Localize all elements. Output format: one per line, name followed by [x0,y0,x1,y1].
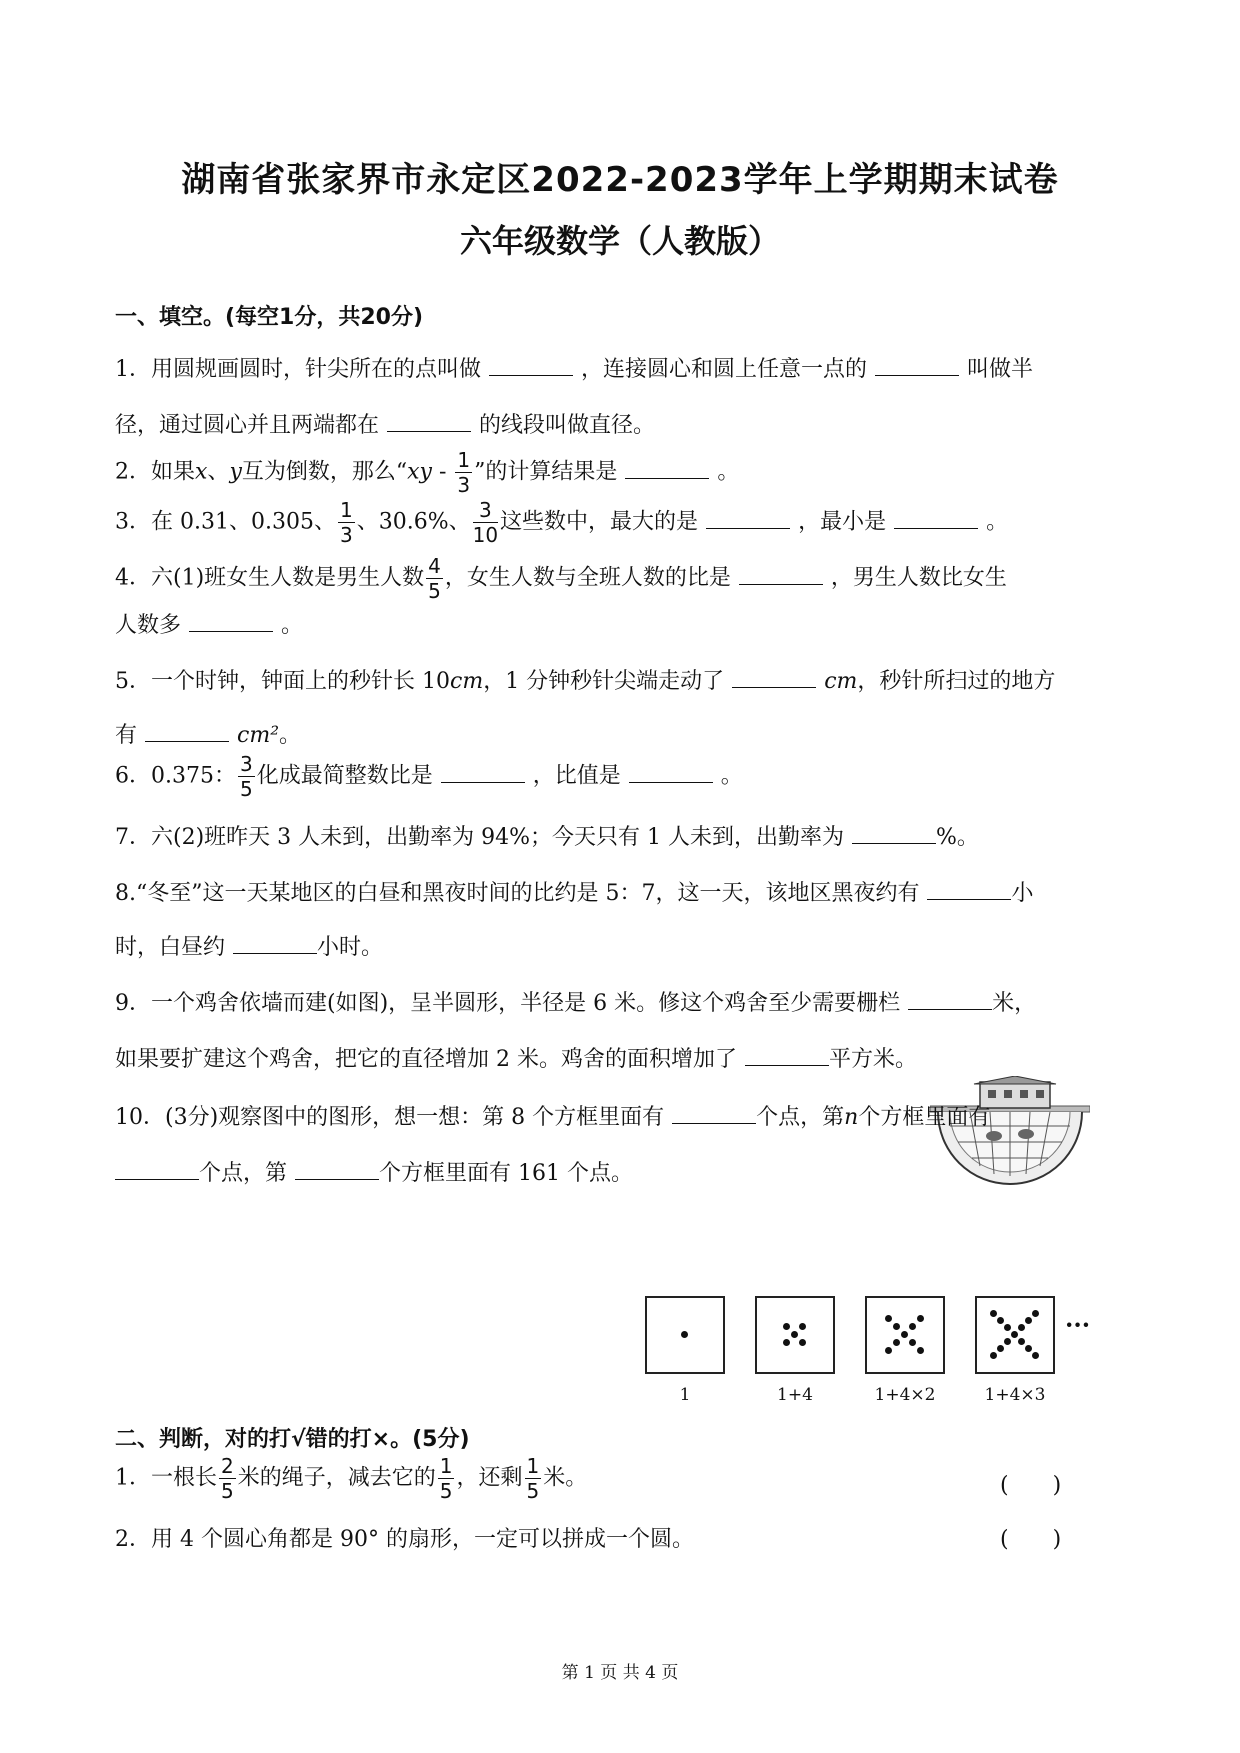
question-7: 7．六(2)班昨天 3 人未到，出勤率为 94%；今天只有 1 人未到，出勤率为 %。 [115,820,1130,851]
dot [917,1347,924,1354]
question-10-line-1: 10．(3分)观察图中的图形，想一想：第 8 个方框里面有 个点，第n个方框里面有 [115,1100,1130,1131]
question-1-line-1: 1．用圆规画圆时，针尖所在的点叫做 ，连接圆心和圆上任意一点的 叫做半 [115,352,1130,383]
answer-blank[interactable] [489,352,573,376]
dot [990,1310,997,1317]
dot [799,1339,806,1346]
answer-blank[interactable] [875,352,959,376]
judge-question-1: 1．一根长 $\frac{2}{5}$ 米的绳子，减去它的 $\frac{1}{5}$ ，还剩 $\frac{1}{5}$ 米。 [115,1454,588,1503]
pattern-label-4: 1+4×3 [984,1385,1046,1405]
dot [885,1347,892,1354]
dot [997,1317,1004,1324]
dot [1004,1324,1011,1331]
question-3: 3．在 0.31、0.305、 $\frac{1}{3}$ 、30.6%、 $\frac{3}{10}$ 这些数中，最大的是 ，最小是 。 [115,498,1009,547]
dot [783,1323,790,1330]
fraction-one-fifth: $\frac{1}{5}$ [439,1454,453,1503]
answer-blank[interactable] [189,608,273,632]
answer-blank[interactable] [706,504,790,528]
answer-blank[interactable] [852,820,936,844]
dot [909,1323,916,1330]
question-6: 6．0.375： $\frac{3}{5}$ 化成最简整数比是 ，比值是 。 [115,752,743,801]
question-4-line-1: 4．六(1)班女生人数是男生人数 $\frac{4}{5}$ ，女生人数与全班人数的比是 ，男生人数比女生 [115,554,1007,603]
question-5-line-1: 5．一个时钟，钟面上的秒针长 10cm，1 分钟秒针尖端走动了 cm，秒针所扫过的地方 [115,664,1130,695]
answer-blank[interactable] [233,930,317,954]
pattern-ellipsis: ··· [1065,1310,1091,1339]
dot [901,1331,908,1338]
fraction-three-fifths: $\frac{3}{5}$ [239,752,253,801]
pattern-label-3: 1+4×2 [874,1385,936,1405]
dot [1032,1352,1039,1359]
fraction-four-fifths: $\frac{4}{5}$ [428,554,441,603]
exam-subtitle: 六年级数学（人教版） [459,222,780,260]
dot [799,1323,806,1330]
answer-blank[interactable] [927,876,1011,900]
dot [1025,1345,1032,1352]
answer-blank[interactable] [672,1100,756,1124]
fraction-three-tenths: $\frac{3}{10}$ [472,498,499,547]
dot [1018,1324,1025,1331]
dot [917,1315,924,1322]
question-9-line-2: 如果要扩建这个鸡舍，把它的直径增加 2 米。鸡舍的面积增加了 平方米。 [115,1042,1130,1073]
question-4-line-2: 人数多 。 [115,608,1130,639]
section1-heading: 一、填空。(每空1分，共20分) [115,305,424,330]
judge-question-2: 2．用 4 个圆心角都是 90° 的扇形，一定可以拼成一个圆。 [115,1527,694,1552]
dot [893,1323,900,1330]
question-9-line-1: 9．一个鸡舍依墙而建(如图)，呈半圆形，半径是 6 米。修这个鸡舍至少需要栅栏 米， [115,986,1130,1017]
answer-blank[interactable] [387,408,471,432]
pattern-label-2: 1+4 [777,1385,813,1405]
fraction-two-fifths: $\frac{2}{5}$ [221,1454,234,1503]
pattern-box-2 [755,1296,835,1374]
answer-blank[interactable] [739,560,823,584]
dot [885,1315,892,1322]
answer-blank[interactable] [145,718,229,742]
answer-parentheses-1[interactable]: ( ) [1000,1473,1062,1498]
dot [681,1331,688,1338]
answer-blank[interactable] [115,1156,199,1180]
answer-parentheses-2[interactable]: ( ) [1000,1527,1062,1552]
dot [997,1345,1004,1352]
answer-blank[interactable] [732,664,816,688]
answer-blank[interactable] [441,758,525,782]
pattern-box-1 [645,1296,725,1374]
answer-blank[interactable] [894,504,978,528]
answer-blank[interactable] [295,1156,379,1180]
pattern-label-1: 1 [679,1385,691,1405]
dot [909,1339,916,1346]
question-1-line-2: 径，通过圆心并且两端都在 的线段叫做直径。 [115,408,1130,439]
dot [990,1352,997,1359]
pattern-box-3 [865,1296,945,1374]
fraction-one-fifth: $\frac{1}{5}$ [526,1454,540,1503]
answer-blank[interactable] [629,758,713,782]
dot [1025,1317,1032,1324]
question-10-line-2: 个点，第 个方框里面有 161 个点。 [115,1156,1130,1187]
dot [783,1339,790,1346]
question-2: 2．如果x、y互为倒数，那么“xy - $\frac{1}{3}$ ”的计算结果是 。 [115,448,740,497]
answer-blank[interactable] [745,1042,829,1066]
question-5-line-2: 有 cm²。 [115,718,1130,749]
answer-blank[interactable] [908,986,992,1010]
dot [791,1331,798,1338]
exam-title: 湖南省张家界市永定区2022-2023学年上学期期末试卷 [181,160,1059,200]
dot [893,1339,900,1346]
fraction-one-third: $\frac{1}{3}$ [457,448,471,497]
question-8-line-1: 8.“冬至”这一天某地区的白昼和黑夜时间的比约是 5：7，这一天，该地区黑夜约有 小 [115,876,1130,907]
pattern-box-4 [975,1296,1055,1374]
fraction-one-third: $\frac{1}{3}$ [339,498,353,547]
section2-heading: 二、判断，对的打√错的打×。(5分) [115,1427,470,1452]
dot [1011,1331,1018,1338]
answer-blank[interactable] [625,454,709,478]
dot [1032,1310,1039,1317]
dot [1004,1338,1011,1345]
dot [1018,1338,1025,1345]
question-8-line-2: 时，白昼约 小时。 [115,930,1130,961]
page-footer: 第 1 页 共 4 页 [561,1663,679,1683]
